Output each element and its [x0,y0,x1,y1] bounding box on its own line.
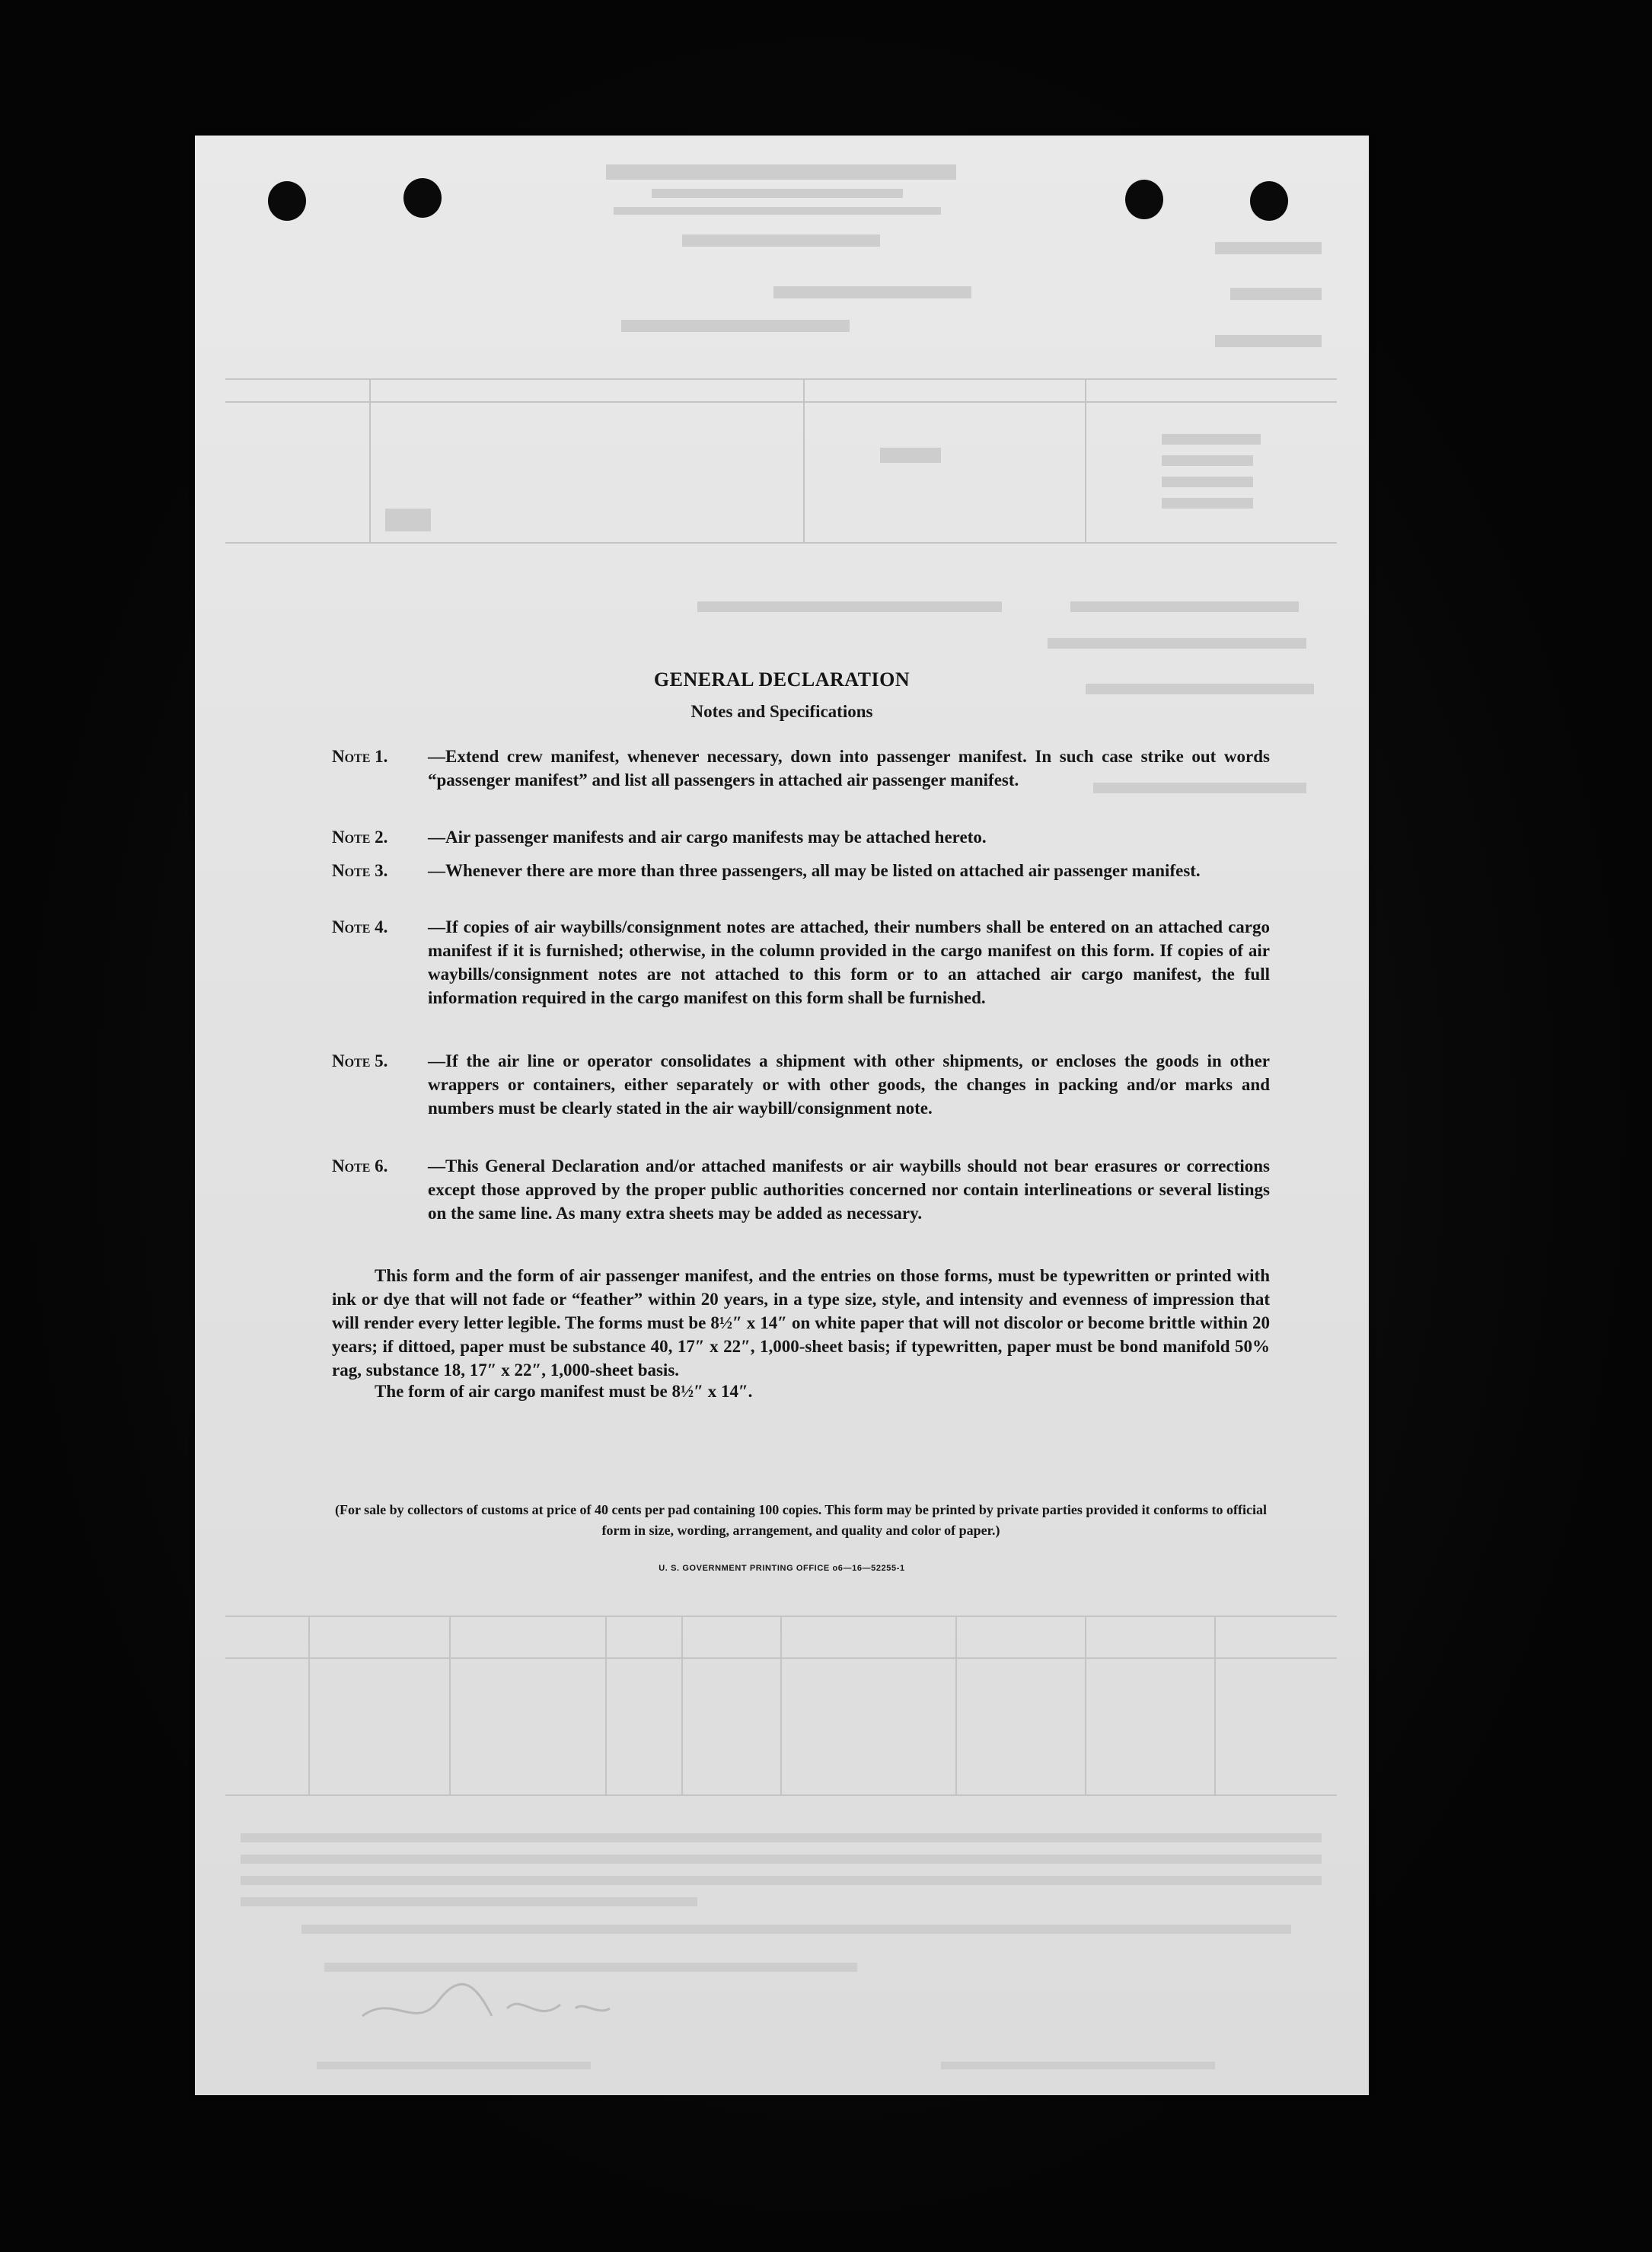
note-text: —Whenever there are more than three passengers, all may be listed on attached air passenger manifest. [428,861,1201,880]
specification-paragraph: This form and the form of air passenger manifest, and the entries on those forms, must be typewritten or printed with ink or dye that will not fade or “feather” within 20 years, in a type size, style, and intensity and evenness of impression that will render every letter legible. The forms must be 8½″ x 14″ on white paper that will not discolor or become brittle within 20 years; if dittoed, paper must be substance 40, 17″ x 22″, 1,000-sheet basis; if typewritten, paper must be bond manifold 50% rag, substance 18, 17″ x 22″, 1,000-sheet basis. [332,1266,1270,1380]
signature-bleed-through [347,1963,621,2054]
page-subtitle: Notes and Specifications [690,702,873,721]
sale-notice: (For sale by collectors of customs at price of 40 cents per pad containing 100 copies. This form may be printed by private parties provided it conforms to official form in size, wording, arrangement, and quality and color of paper.) [334,1502,1268,1538]
note-label: Note 5. [332,1051,388,1070]
note-2 [332,825,1270,849]
document-page [195,136,1369,2095]
printing-office-imprint: U. S. GOVERNMENT PRINTING OFFICE o6—16—52255-1 [659,1564,905,1573]
notes-and-specifications [195,136,1369,2095]
cargo-manifest-size-note: The form of air cargo manifest must be 8½″ x 14″. [375,1382,753,1401]
page-title: GENERAL DECLARATION [653,668,911,691]
note-label: Note 6. [332,1156,388,1175]
note-6 [332,1154,1270,1225]
note-label: Note 1. [332,747,388,766]
note-text: —Air passenger manifests and air cargo manifests may be attached hereto. [428,828,987,847]
note-label: Note 3. [332,861,388,880]
note-1 [332,745,1270,792]
note-3 [332,859,1270,882]
note-text: —This General Declaration and/or attached manifests or air waybills should not bear erasures or corrections except those approved by the proper public authorities concerned nor contain interlineations or several listings on the same line. As many extra sheets may be added as necessary. [428,1156,1270,1223]
note-5 [332,1049,1270,1120]
note-label: Note 2. [332,828,388,847]
note-text: —If the air line or operator consolidates a shipment with other shipments, or encloses the goods in other wrappers or containers, either separately or with other goods, the changes in packing and/or marks and numbers must be clearly stated in the air waybill/consignment note. [428,1051,1270,1118]
note-text: —Extend crew manifest, whenever necessary, down into passenger manifest. In such case strike out words “passenger manifest” and list all passengers in attached air passenger manifest. [428,747,1270,789]
note-text: —If copies of air waybills/consignment notes are attached, their numbers shall be entered on an attached cargo manifest if it is furnished; otherwise, in the column provided in the cargo manifest on this form. If copies of air waybills/consignment notes are not attached to this form or to an attached air cargo manifest, the full information required in the cargo manifest on this form shall be furnished. [428,917,1270,1007]
note-label: Note 4. [332,917,388,936]
note-4 [332,915,1270,1010]
